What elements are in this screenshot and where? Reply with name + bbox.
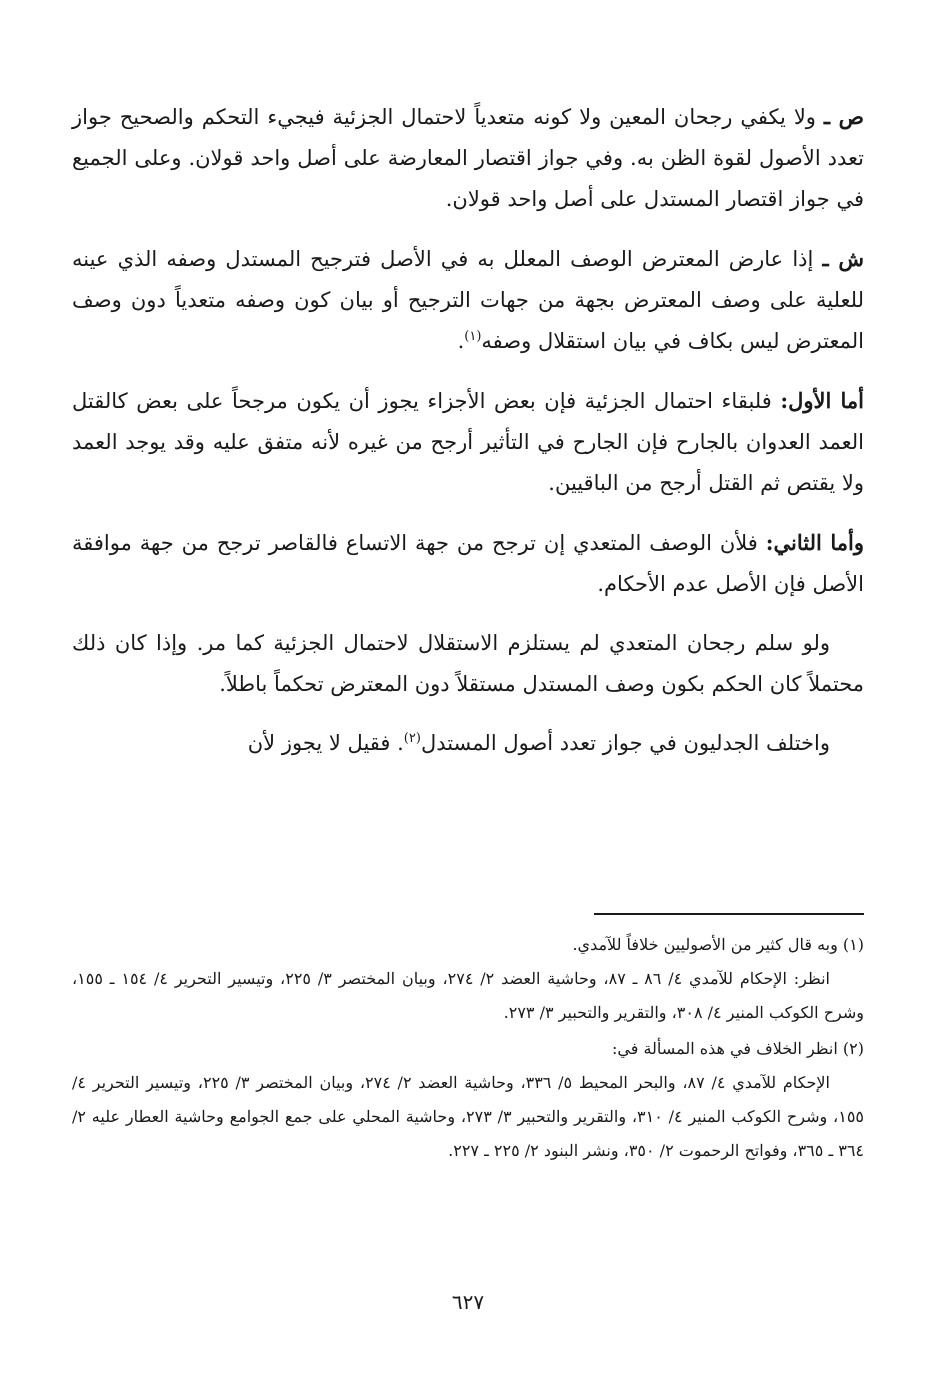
footnote-divider — [594, 913, 864, 915]
paragraph-plain — [72, 723, 864, 764]
paragraph-text: إذا عارض المعترض الوصف المعلل به في الأصل فترجيح المستدل وصفه الذي عينه للعلية على وصف المعترض بجهة من جهات الترجيح أو بيان كون وصفه متعدياً دون وصف المعترض ليس بكاف في بيان استقلال وصفه — [72, 247, 864, 353]
paragraph-tag: ش ـ — [822, 246, 864, 271]
paragraph-tag: وأما الثاني: — [765, 530, 864, 555]
paragraph-sad — [72, 96, 864, 220]
paragraph-tag: ص ـ — [823, 104, 864, 129]
footnote-1-body: انظر: الإحكام للآمدي ٤/ ٨٦ ـ ٨٧، وحاشية العضد ٢/ ٢٧٤، وبيان المختصر ٣/ ٢٢٥، وتيسير التحرير ٤/ ١٥٤ ـ ١٥٥، وشرح الكوكب المنير ٤/ ٣٠٨، والتقرير والتحبير ٣/ ٢٧٣. — [72, 969, 864, 1022]
paragraph-plain — [72, 623, 864, 705]
page-number: ٦٢٧ — [451, 1290, 485, 1314]
paragraph-second — [72, 522, 864, 605]
footnote-1-head: (١) وبه قال كثير من الأصوليين خلافاً للآمدي. — [572, 935, 864, 954]
paragraph-first — [72, 380, 864, 504]
paragraph-text-end: . فقيل لا يجوز لأن — [247, 731, 404, 755]
main-text — [72, 96, 864, 782]
footnote-ref[interactable]: (١) — [464, 329, 482, 344]
paragraph-text: فلبقاء احتمال الجزئية فإن بعض الأجزاء يجوز أن يكون مرجحاً على بعض كالقتل العمد العدوان بالجارح فإن الجارح في التأثير أرجح من غيره لأنه متفق عليه وقد يوجد العمد ولا يقتص ثم القتل أرجح من الباقيين. — [72, 389, 864, 495]
footnote-2-body: الإحكام للآمدي ٤/ ٨٧، والبحر المحيط ٥/ ٣٣٦، وحاشية العضد ٢/ ٢٧٤، وبيان المختصر ٣/ ٢٢٥، وتيسير التحرير ٤/ ١٥٥، وشرح الكوكب المنير ٤/ ٣١٠، والتقرير والتحبير ٣/ ٢٧٣، وحاشية المحلي على جمع الجوامع وحاشية العطار عليه ٢/ ٣٦٤ ـ ٣٦٥، وفواتح الرحموت ٢/ ٣٥٠، ونشر البنود ٢/ ٢٢٥ ـ ٢٢٧. — [72, 1073, 864, 1160]
paragraph-text: ولا يكفي رجحان المعين ولا كونه متعدياً لاحتمال الجزئية فيجيء التحكم والصحيح جواز تعدد الأصول لقوة الظن به. وفي جواز اقتصار المعارضة على أصل واحد قولان. وعلى الجميع في جواز اقتصار المستدل على أصل واحد قولان. — [72, 105, 864, 211]
footnote-ref[interactable]: (٢) — [403, 731, 421, 746]
footnote-2-head: (٢) انظر الخلاف في هذه المسألة في: — [612, 1039, 864, 1058]
paragraph-shin — [72, 238, 864, 362]
paragraph-tag: أما الأول: — [780, 388, 864, 413]
footnotes — [72, 928, 864, 1170]
paragraph-text: واختلف الجدليون في جواز تعدد أصول المستدل — [420, 731, 830, 755]
paragraph-text: فلأن الوصف المتعدي إن ترجح من جهة الاتساع فالقاصر ترجح من جهة موافقة الأصل فإن الأصل عدم الأحكام. — [72, 531, 864, 596]
paragraph-text-end: . — [457, 329, 465, 353]
paragraph-text: ولو سلم رجحان المتعدي لم يستلزم الاستقلال لاحتمال الجزئية كما مر. وإذا كان ذلك محتملاً كان الحكم بكون وصف المستدل مستقلاً دون المعترض تحكماً باطلاً. — [72, 631, 864, 696]
